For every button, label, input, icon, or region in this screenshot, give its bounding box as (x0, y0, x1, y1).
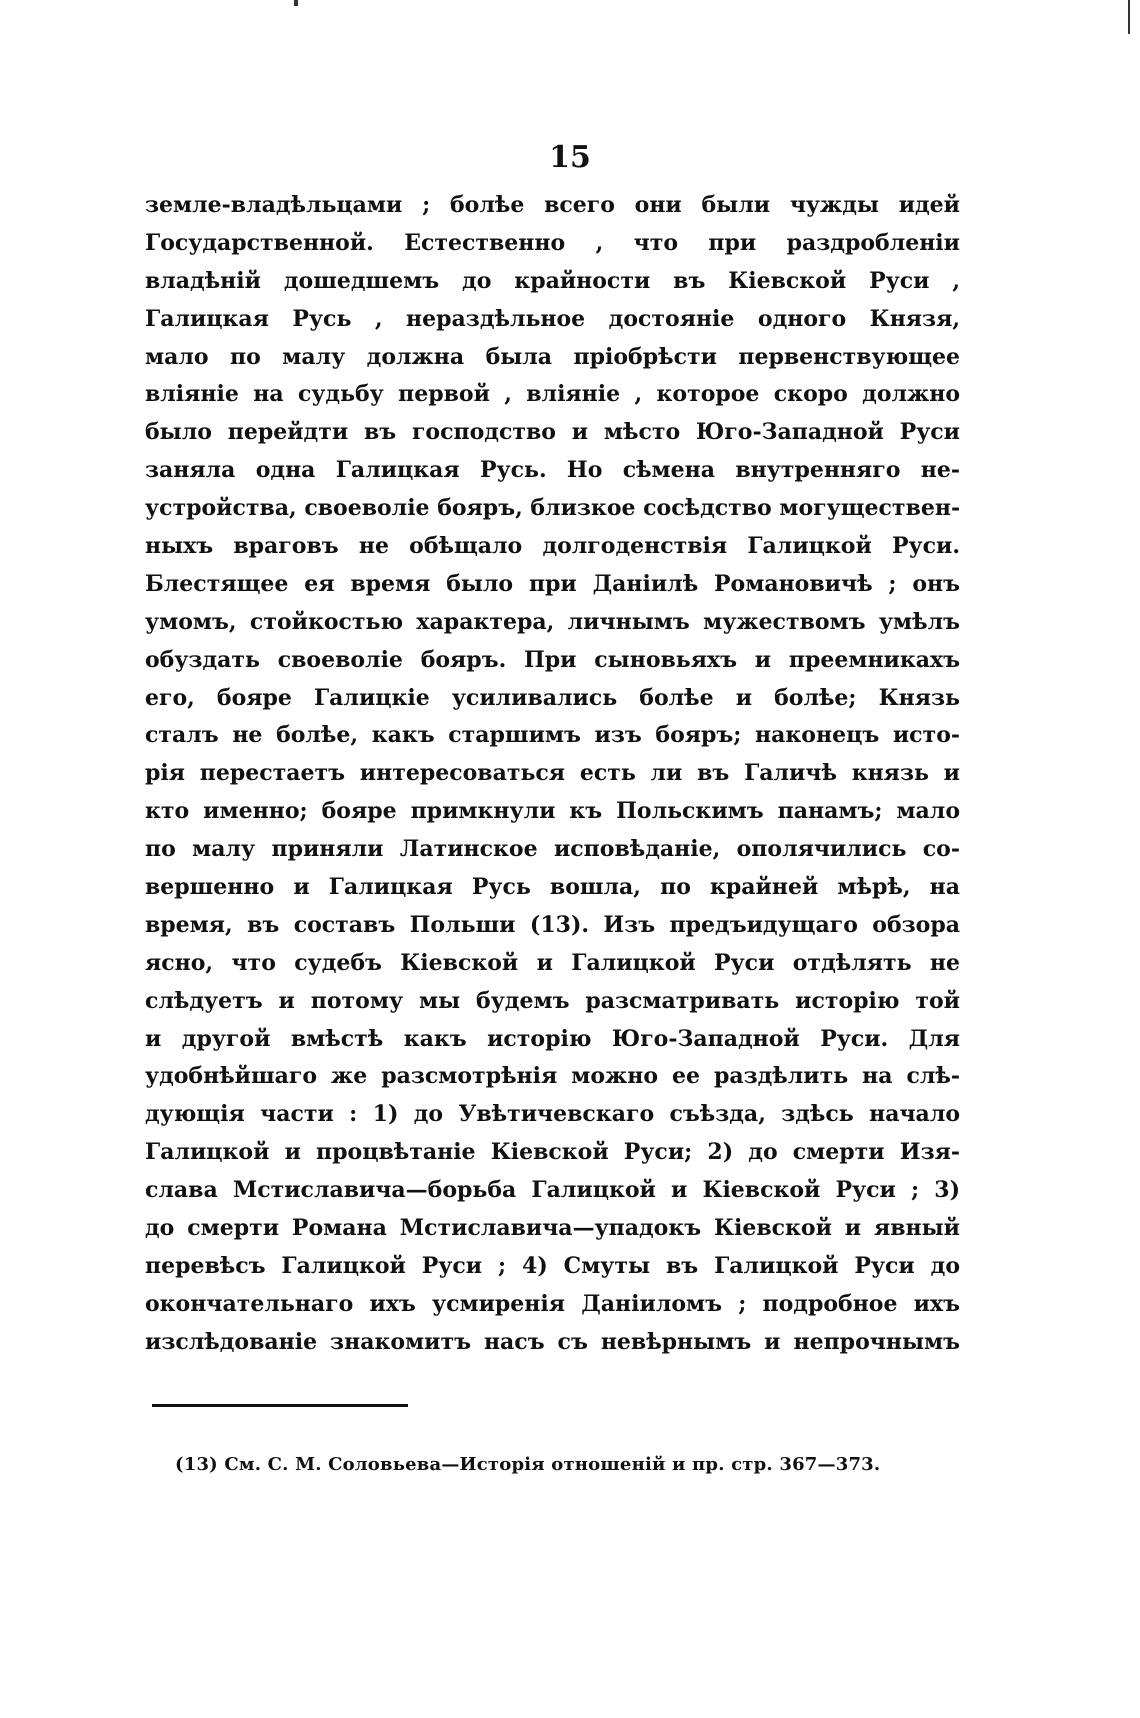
text-line: слѣдуетъ и потому мы будемъ разсматривать исторію той (145, 987, 960, 1014)
text-line: перевѣсъ Галицкой Руси ; 4) Смуты въ Галицкой Руси до (145, 1252, 960, 1279)
text-line: до смерти Романа Мстиславича—упадокъ Кіевской и явный (145, 1215, 960, 1242)
text-line: дующія части : 1) до Увѣтичевскаго съѣзда, здѣсь начало (145, 1101, 960, 1128)
page-number: 15 (549, 140, 591, 175)
text-line: по малу приняли Латинское исповѣданіе, ополячились со- (145, 836, 960, 863)
text-line: вершенно и Галицкая Русь вошла, по крайней мѣрѣ, на (145, 874, 960, 901)
text-line: было перейдти въ господство и мѣсто Юго-Западной Руси (145, 419, 960, 446)
scan-artifact-mark (1128, 0, 1130, 34)
text-line: вліяніе на судьбу первой , вліяніе , которое скоро должно (145, 381, 960, 408)
text-line: удобнѣйшаго же разсмотрѣнія можно ее раздѣлить на слѣ- (145, 1063, 960, 1090)
text-line: окончательнаго ихъ усмиренія Даніиломъ ; подробное ихъ (145, 1290, 960, 1317)
text-line: рія перестаетъ интересоваться есть ли въ Галичѣ князь и (145, 760, 960, 787)
text-line: обуздать своеволіе бояръ. При сыновьяхъ и преемникахъ (145, 646, 960, 673)
text-line: Блестящее ея время было при Даніилѣ Романовичѣ ; онъ (145, 570, 960, 597)
text-line: владѣній дошедшемъ до крайности въ Кіевской Руси , (145, 267, 960, 294)
footnote: (13) См. С. М. Соловьева—Исторія отношеній и пр. стр. 367—373. (175, 1454, 881, 1475)
text-line: Государственной. Естественно , что при раздробленіи (145, 229, 960, 256)
text-line: время, въ составъ Польши (13). Изъ предъидущаго обзора (145, 911, 960, 938)
text-line: заняла одна Галицкая Русь. Но сѣмена внутренняго не- (145, 457, 960, 484)
text-line: изслѣдованіе знакомитъ насъ съ невѣрнымъ и непрочнымъ (145, 1328, 960, 1355)
text-line: и другой вмѣстѣ какъ исторію Юго-Западной Руси. Для (145, 1025, 960, 1052)
footnote-divider (152, 1404, 408, 1407)
text-line: ныхъ враговъ не обѣщало долгоденствія Галицкой Руси. (145, 533, 960, 560)
text-line: ясно, что судебъ Кіевской и Галицкой Руси отдѣлять не (145, 949, 960, 976)
text-line: Галицкой и процвѣтаніе Кіевской Руси; 2) до смерти Изя- (145, 1139, 960, 1166)
text-line: сталъ не болѣе, какъ старшимъ изъ бояръ; наконецъ исто- (145, 722, 960, 749)
text-line: мало по малу должна была пріобрѣсти первенствующее (145, 343, 960, 370)
text-line: слава Мстиславича—борьба Галицкой и Кіевской Руси ; 3) (145, 1177, 960, 1204)
body-text (145, 187, 960, 1362)
text-line: земле-владѣльцами ; болѣе всего они были чужды идей (145, 192, 960, 218)
text-line: его, бояре Галицкіе усиливались болѣе и болѣе; Князь (145, 684, 960, 711)
text-line: устройства, своеволіе бояръ, близкое сосѣдство могуществен- (145, 495, 960, 522)
text-line: кто именно; бояре примкнули къ Польскимъ панамъ; мало (145, 798, 960, 825)
scan-artifact-dot (294, 0, 298, 6)
text-line: умомъ, стойкостью характера, личнымъ мужествомъ умѣлъ (145, 608, 960, 635)
text-line: Галицкая Русь , нераздѣльное достояніе одного Князя, (145, 305, 960, 332)
